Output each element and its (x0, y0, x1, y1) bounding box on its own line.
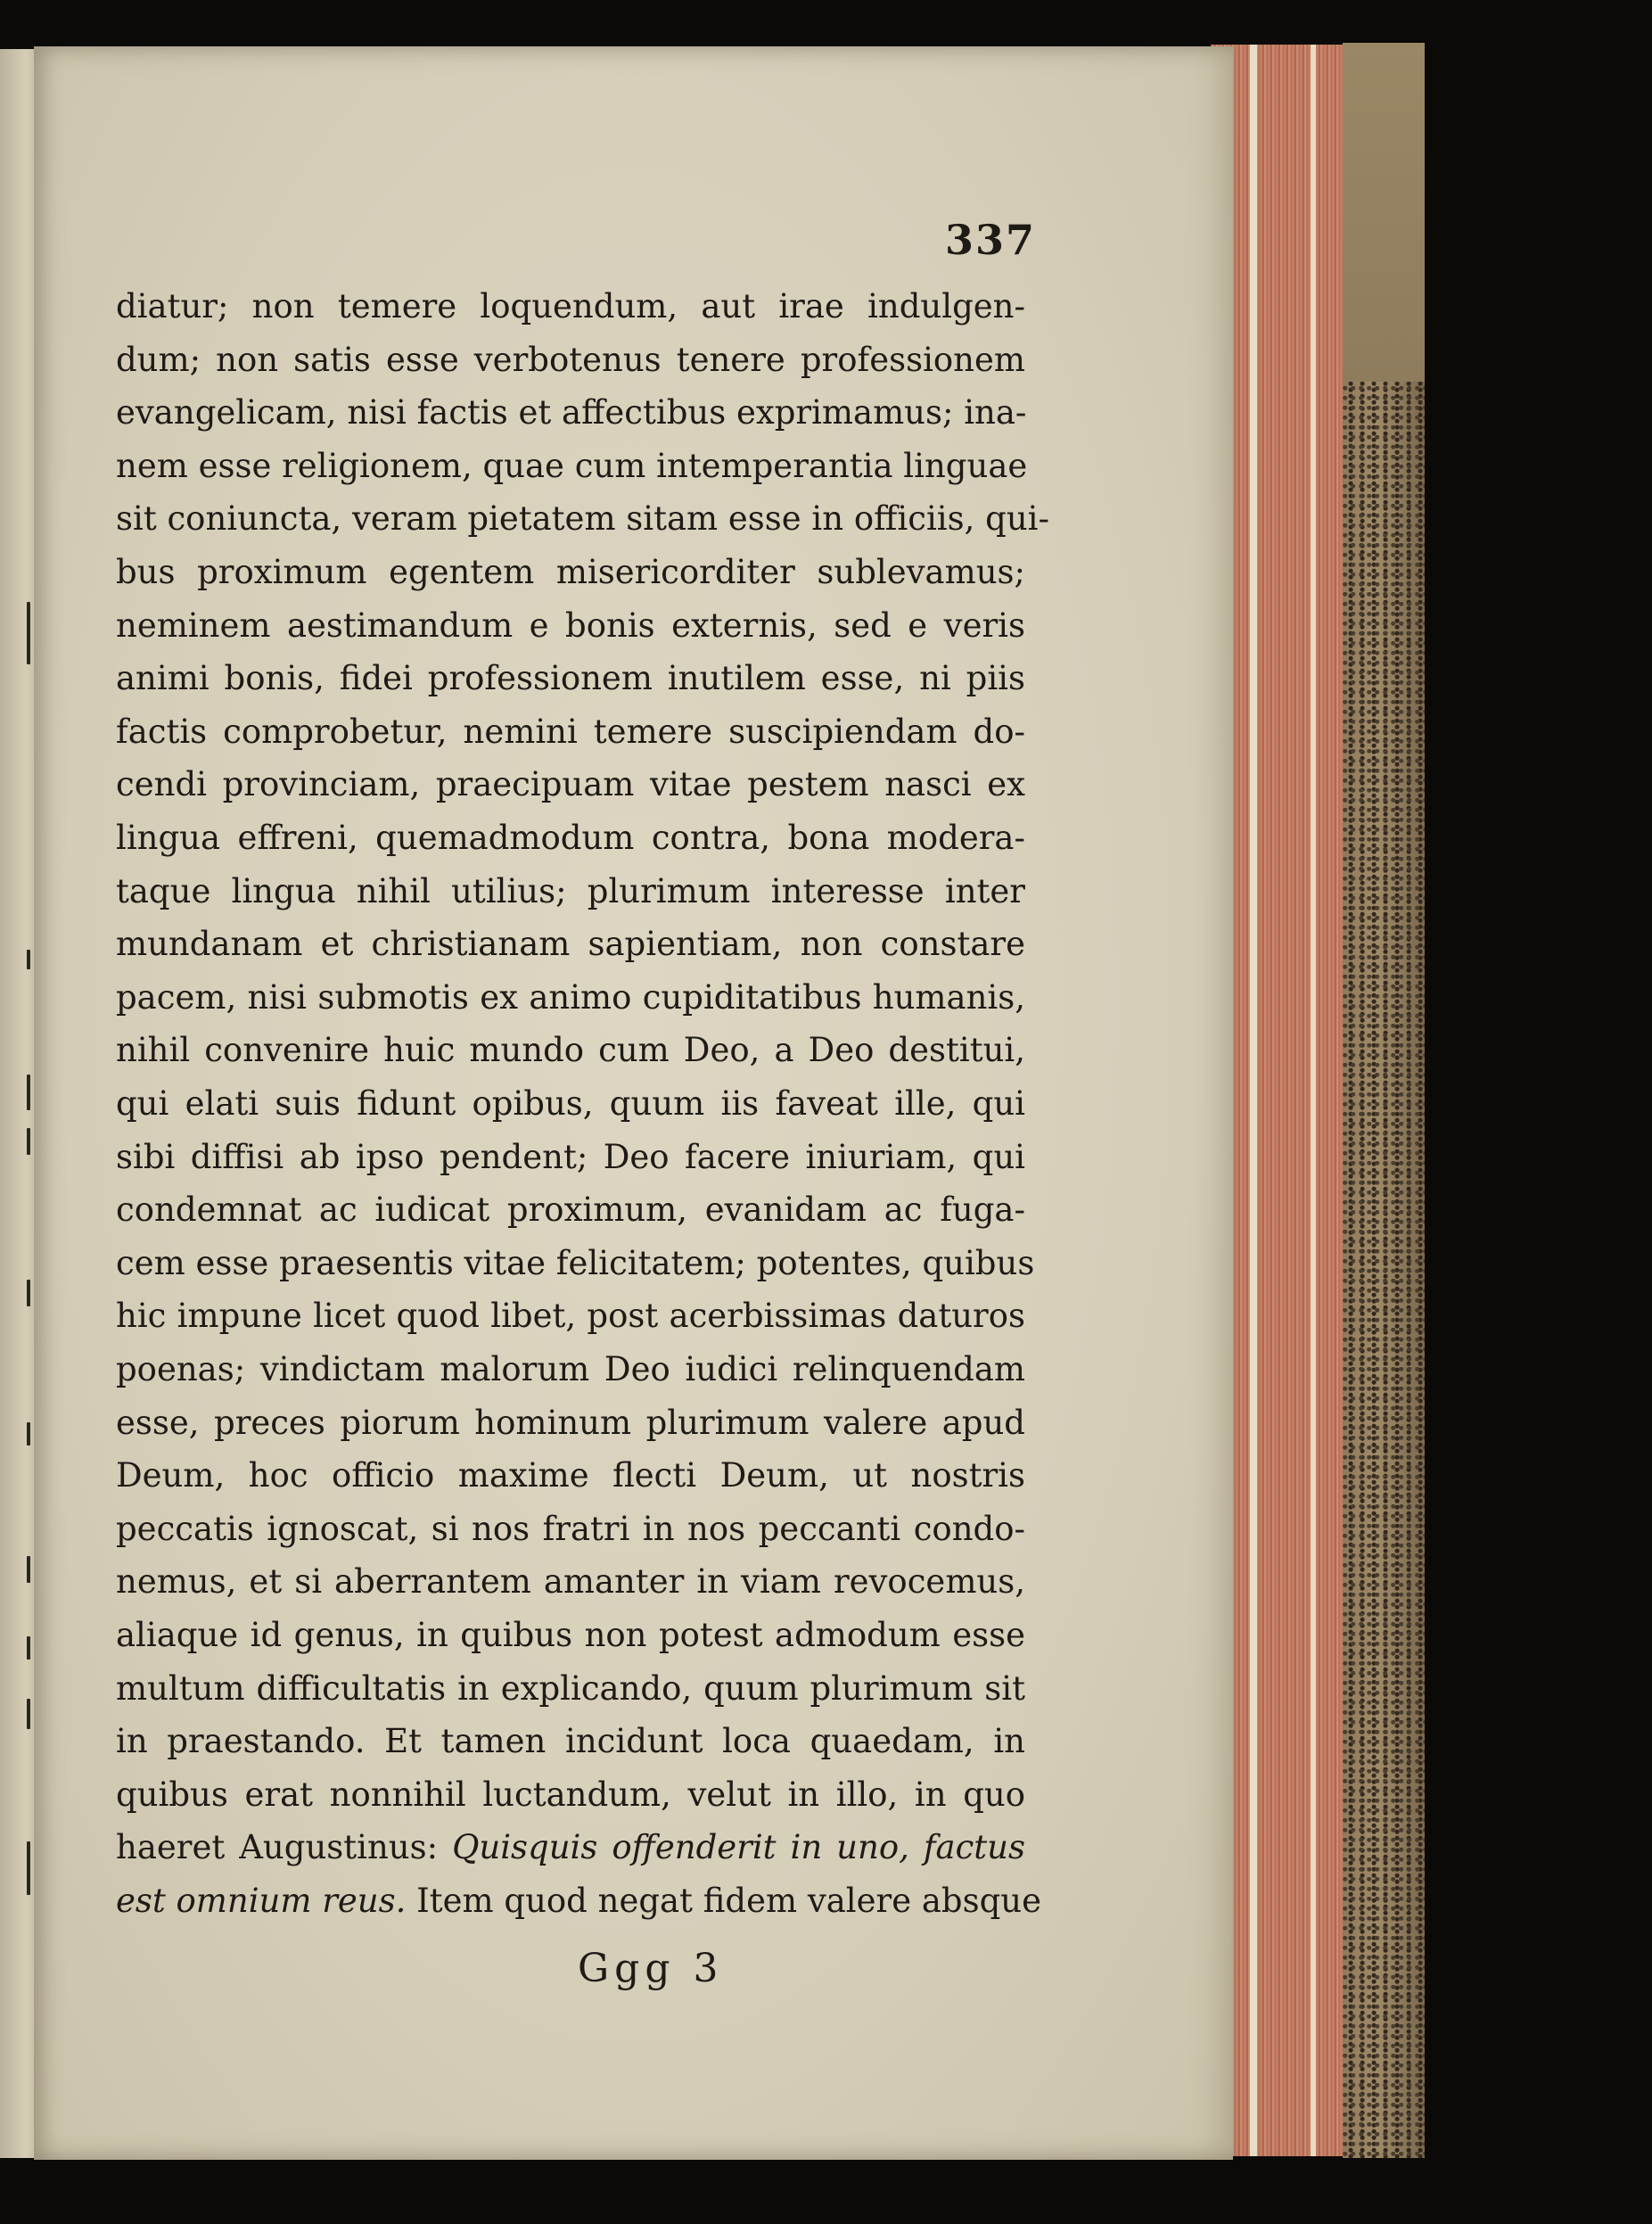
text-line: dum; non satis esse verbotenus tenere professionem (116, 340, 1025, 379)
text-line: nem esse religionem, quae cum intemperantia linguae (116, 446, 1028, 485)
text-line: neminem aestimandum e bonis externis, sed e veris (116, 605, 1025, 645)
text-line: in praestando. Et tamen incidunt loca quaedam, in (116, 1722, 1025, 1761)
text-line: nihil convenire huic mundo cum Deo, a Deo destitui, (116, 1031, 1025, 1070)
text-line: nemus, et si aberrantem amanter in viam revocemus, (116, 1562, 1025, 1602)
text-line: bus proximum egentem misericorditer sublevamus; (116, 553, 1025, 591)
edge-stripe (1311, 45, 1316, 2156)
text-line: cendi provinciam, praecipuam vitae pestem nasci ex (116, 765, 1025, 804)
book-cover-board-top (1343, 43, 1425, 382)
book-page (34, 46, 1233, 2160)
ink-mark (27, 602, 30, 664)
ink-mark (27, 1699, 30, 1729)
page-number: 337 (945, 216, 1037, 264)
text-line: condemnat ac iudicat proximum, evanidam ac fuga- (116, 1190, 1025, 1230)
ink-mark (27, 1075, 30, 1110)
text-line: multum difficultatis in explicando, quum plurimum sit (116, 1668, 1025, 1708)
ink-mark (27, 1841, 30, 1895)
text-line: cem esse praesentis vitae felicitatem; potentes, quibus (116, 1243, 1035, 1282)
text-line: hic impune licet quod libet, post acerbissimas daturos (116, 1297, 1025, 1336)
text-line: animi bonis, fidei professionem inutilem esse, ni piis (116, 659, 1025, 698)
text-line: aliaque id genus, in quibus non potest admodum esse (116, 1616, 1025, 1654)
text-line: quibus erat nonnihil luctandum, velut in illo, in quo (116, 1775, 1025, 1814)
ink-mark (27, 1556, 30, 1583)
text-line (116, 1880, 1042, 1923)
text-line: diatur; non temere loquendum, aut irae indulgen- (116, 287, 1025, 325)
text-line: sit coniuncta, veram pietatem sitam esse in officiis, qui- (116, 499, 1049, 539)
text-line: lingua effreni, quemadmodum contra, bona modera- (116, 819, 1025, 857)
text-line: sibi diffisi ab ipso pendent; Deo facere iniuriam, qui (116, 1137, 1025, 1176)
text-line: qui elati suis fidunt opibus, quum iis faveat ille, qui (116, 1084, 1025, 1123)
text-line: esse, preces piorum hominum plurimum valere apud (116, 1403, 1025, 1442)
text-line: taque lingua nihil utilius; plurimum interesse inter (116, 871, 1025, 910)
ink-mark (27, 950, 30, 969)
text-line: pacem, nisi submotis ex animo cupiditatibus humanis, (116, 977, 1025, 1017)
text-line: mundanam et christianam sapientiam, non constare (116, 925, 1025, 964)
ink-mark (27, 1422, 30, 1446)
printer-signature: Ggg 3 (578, 1946, 724, 1991)
text-segment: Item quod negat fidem valere absque (406, 1882, 1042, 1920)
text-segment: haeret Augustinus: (116, 1828, 453, 1867)
text-line: poenas; vindictam malorum Deo iudici relinquendam (116, 1350, 1025, 1388)
text-line: peccatis ignoscat, si nos fratri in nos peccanti condo- (116, 1509, 1025, 1548)
text-line: factis comprobetur, nemini temere suscipiendam do- (116, 712, 1025, 751)
ink-mark (27, 1280, 30, 1306)
text-line: Deum, hoc officio maxime flecti Deum, ut nostris (116, 1456, 1025, 1495)
ink-mark (27, 1128, 30, 1155)
text-line: evangelicam, nisi factis et affectibus exprimamus; ina- (116, 393, 1027, 432)
text-line (116, 1826, 1025, 1869)
italic-quotation: est omnium reus. (116, 1882, 407, 1920)
edge-stripe (1250, 45, 1257, 2156)
italic-quotation: Quisquis offenderit in uno, factus (452, 1828, 1025, 1867)
ink-mark (27, 1636, 30, 1660)
